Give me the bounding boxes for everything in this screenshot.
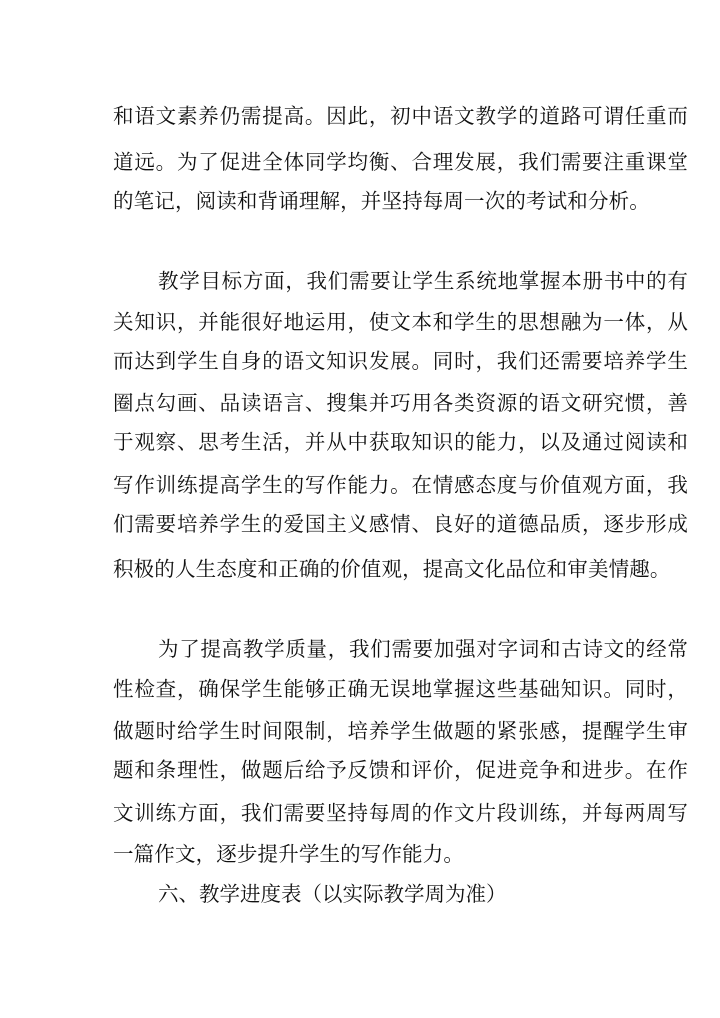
paragraph-1-line-1: 和语文素养仍需提高。因此，初中语文教学的道路可谓任重而: [113, 104, 688, 128]
paragraph-2-line-2: 关知识，并能很好地运用，使文本和学生的思想融为一体，从: [113, 310, 688, 334]
paragraph-3-line-1: 为了提高教学质量，我们需要加强对字词和古诗文的经常: [158, 637, 688, 661]
paragraph-3-line-2: 性检查，确保学生能够正确无误地掌握这些基础知识。同时，: [113, 677, 688, 701]
paragraph-2-line-5: 于观察、思考生活，并从中获取知识的能力，以及通过阅读和: [113, 430, 688, 454]
paragraph-3-line-5: 文训练方面，我们需要坚持每周的作文片段训练，并每两周写: [113, 801, 688, 825]
paragraph-2-line-4: 圈点勾画、品读语言、搜集并巧用各类资源的语文研究惯，善: [113, 391, 688, 415]
paragraph-2-line-7: 们需要培养学生的爱国主义感情、良好的道德品质，逐步形成: [113, 512, 688, 536]
paragraph-3-line-3: 做题时给学生时间限制，培养学生做题的紧张感，提醒学生审: [113, 719, 688, 743]
paragraph-1-line-2: 道远。为了促进全体同学均衡、合理发展，我们需要注重课堂: [113, 150, 688, 174]
paragraph-3-line-4: 题和条理性，做题后给予反馈和评价，促进竞争和进步。在作: [113, 758, 688, 782]
paragraph-2-line-3: 而达到学生自身的语文知识发展。同时，我们还需要培养学生: [113, 349, 688, 373]
paragraph-2-line-6: 写作训练提高学生的写作能力。在情感态度与价值观方面，我: [113, 473, 688, 497]
paragraph-2-line-8: 积极的人生态度和正确的价值观，提高文化品位和审美情趣。: [113, 557, 671, 581]
section-heading: 六、教学进度表（以实际教学周为准）: [158, 882, 507, 906]
paragraph-3-line-6: 一篇作文，逐步提升学生的写作能力。: [113, 842, 465, 866]
paragraph-1-line-3: 的笔记，阅读和背诵理解，并坚持每周一次的考试和分析。: [113, 189, 650, 213]
paragraph-2-line-1: 教学目标方面，我们需要让学生系统地掌握本册书中的有: [158, 269, 688, 293]
